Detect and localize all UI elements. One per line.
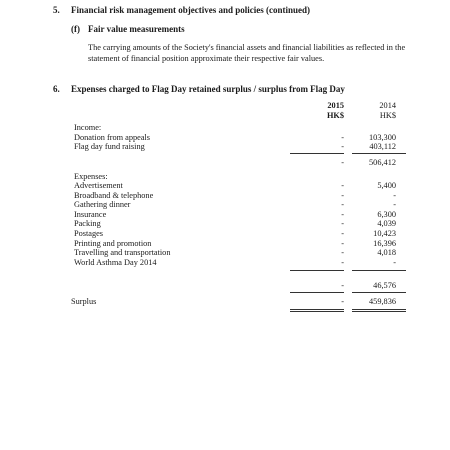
expense-row-label: Advertisement (74, 181, 123, 190)
income-row-label: Donation from appeals (74, 133, 151, 142)
surplus-2014: 459,836 (369, 297, 396, 306)
fair-value-paragraph: The carrying amounts of the Society's financial assets and financial liabilities as reflected in the statement of financial position approximate their respective fair values. (88, 43, 406, 63)
income-row-2015: - (341, 142, 344, 151)
surplus-rule-2015 (290, 292, 344, 293)
expense-row-2015: - (341, 191, 344, 200)
surplus-rule-2014 (352, 292, 406, 293)
column-2015-unit: HK$ (326, 111, 344, 120)
expense-row-2014: 6,300 (377, 210, 396, 219)
expense-row-label: World Asthma Day 2014 (74, 258, 157, 267)
income-total-2015: - (341, 158, 344, 167)
subsection-f-label: (f) (71, 24, 80, 34)
surplus-double-rule-2014-b (352, 311, 406, 312)
expenses-subtotal-rule-2015 (290, 270, 344, 271)
expense-row-2014: - (393, 258, 396, 267)
expense-row-label: Postages (74, 229, 104, 238)
expense-row-2014: - (393, 200, 396, 209)
section-6-title: Expenses charged to Flag Day retained surplus / surplus from Flag Day (71, 84, 345, 94)
column-2014-unit: HK$ (379, 111, 396, 120)
expense-row-2015: - (341, 258, 344, 267)
surplus-label: Surplus (71, 297, 97, 306)
expense-row-2014: 4,018 (377, 248, 396, 257)
expense-row-2015: - (341, 181, 344, 190)
expense-row-2015: - (341, 229, 344, 238)
expense-row-label: Gathering dinner (74, 200, 131, 209)
expense-row-2015: - (341, 248, 344, 257)
expense-row-2014: 16,396 (373, 239, 396, 248)
income-row-label: Flag day fund raising (74, 142, 145, 151)
section-5-title: Financial risk management objectives and policies (continued) (71, 5, 310, 15)
expense-row-2014: 4,039 (377, 219, 396, 228)
income-row-2015: - (341, 133, 344, 142)
expense-row-label: Insurance (74, 210, 107, 219)
expenses-total-2015: - (341, 281, 344, 290)
expenses-total-2014: 46,576 (373, 281, 396, 290)
income-row-2014: 103,300 (369, 133, 396, 142)
income-total-2014: 506,412 (369, 158, 396, 167)
column-2015-year: 2015 (327, 101, 344, 110)
surplus-double-rule-2015-a (290, 309, 344, 310)
income-row-2014: 403,112 (369, 142, 396, 151)
expense-row-2014: - (393, 191, 396, 200)
column-2014-year: 2014 (379, 101, 396, 110)
expense-row-2015: - (341, 200, 344, 209)
expense-row-label: Printing and promotion (74, 239, 152, 248)
expenses-subtotal-rule-2014 (352, 270, 406, 271)
expense-row-2015: - (341, 219, 344, 228)
section-6-number: 6. (53, 84, 60, 94)
surplus-double-rule-2014-a (352, 309, 406, 310)
expense-row-2015: - (341, 239, 344, 248)
expenses-heading: Expenses: (74, 172, 108, 181)
section-5-number: 5. (53, 5, 60, 15)
income-heading: Income: (74, 123, 102, 132)
income-subtotal-rule-2015 (290, 153, 344, 154)
income-subtotal-rule-2014 (352, 153, 406, 154)
surplus-2015: - (341, 297, 344, 306)
expense-row-2014: 5,400 (377, 181, 396, 190)
expense-row-2015: - (341, 210, 344, 219)
expense-row-label: Travelling and transportation (74, 248, 171, 257)
subsection-f-title: Fair value measurements (88, 24, 185, 34)
expense-row-2014: 10,423 (373, 229, 396, 238)
surplus-double-rule-2015-b (290, 311, 344, 312)
expense-row-label: Broadband & telephone (74, 191, 154, 200)
expense-row-label: Packing (74, 219, 101, 228)
